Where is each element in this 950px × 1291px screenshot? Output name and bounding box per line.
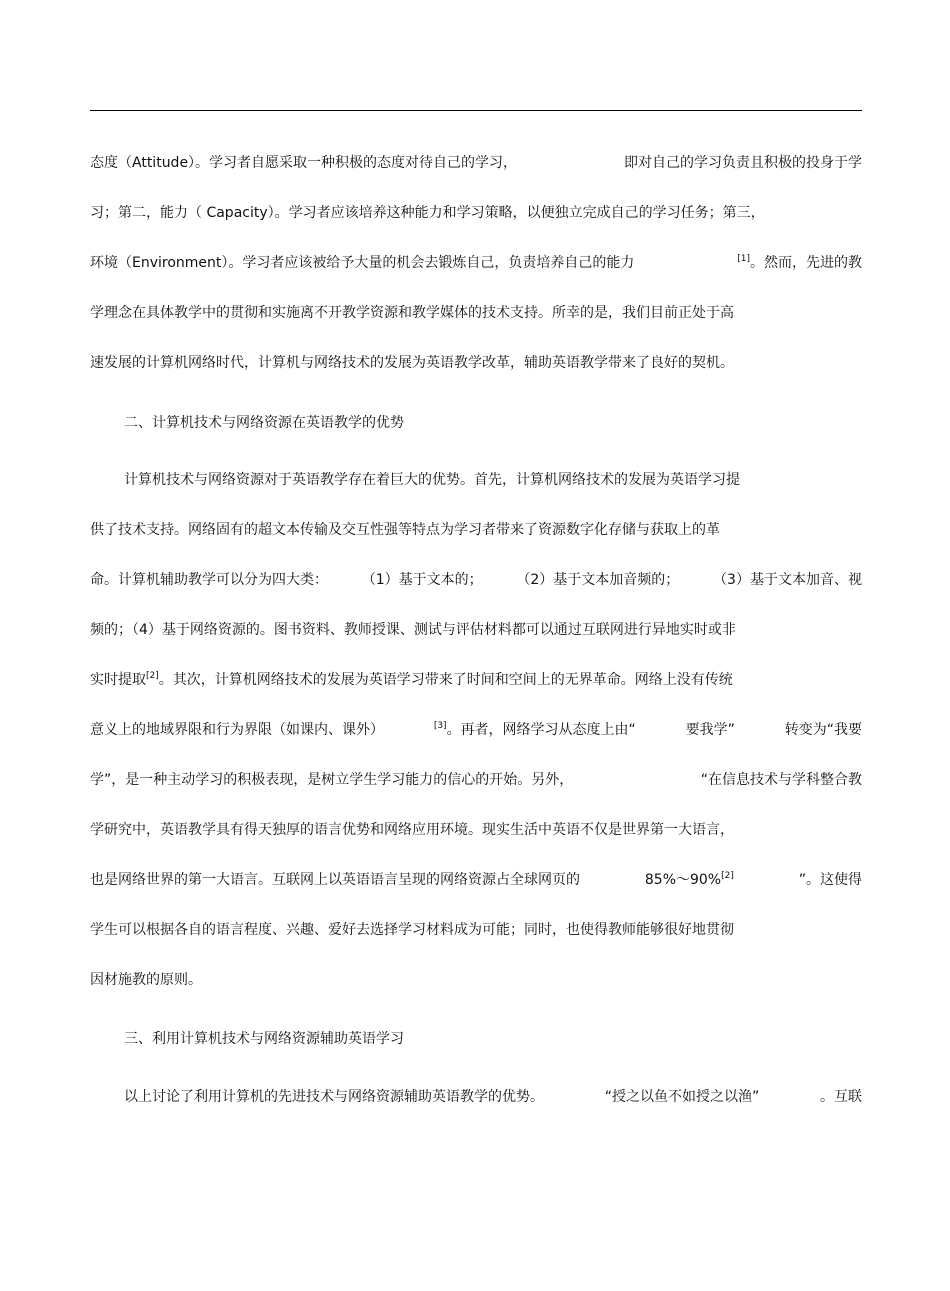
text-line [90,868,862,892]
text-segment: 因材施教的原则。 [90,972,202,988]
citation-marker: [2] [146,671,159,681]
text-segment: 转变为“我要 [784,722,862,738]
text-line [90,351,862,375]
text-line [90,251,862,275]
text-segment [90,672,159,688]
text-segment: 学理念在具体教学中的贯彻和实施离不开教学资源和教学媒体的技术支持。所幸的是，我们目前正处于高 [90,305,734,321]
text-line [90,818,862,842]
text-segment: 习；第二，能力（ Capacity）。学习者应该培养这种能力和学习策略，以便独立完成自己的学习任务；第三， [90,205,765,221]
text-segment: ”。这使得 [798,872,862,888]
text-segment: （3）基于文本加音、视 [713,572,862,588]
text-segment: 计算机技术与网络资源对于英语教学存在着巨大的优势。首先，计算机网络技术的发展为英语学习提 [124,472,740,488]
text-segment: 也是网络世界的第一大语言。互联网上以英语语言呈现的网络资源占全球网页的 [90,872,580,888]
text-line [124,1027,862,1051]
text-line [90,518,862,542]
text-segment [645,868,734,892]
text-segment: （2）基于文本加音频的； [516,572,680,588]
text-fragment: 实时提取 [90,672,146,688]
text-segment: 学生可以根据各自的语言程度、兴趣、爱好去选择学习材料成为可能；同时，也使得教师能够很好地贯彻 [90,922,734,938]
text-segment: 学研究中，英语教学具有得天独厚的语言优势和网络应用环境。现实生活中英语不仅是世界第一大语言， [90,822,734,838]
text-segment: “授之以鱼不如授之以渔” [604,1089,760,1105]
citation-marker: [1] [737,254,750,264]
text-segment: 频的；（4）基于网络资源的。图书资料、教师授课、测试与评估材料都可以通过互联网进行异地实时或非 [90,622,736,638]
text-segment: “在信息技术与学科整合教 [700,772,862,788]
citation-marker: [2] [721,871,734,881]
text-line [90,968,862,992]
text-segment [434,718,636,742]
citation-marker: [3] [433,721,447,731]
text-segment: 学”，是一种主动学习的积极表现，是树立学生学习能力的信心的开始。另外， [90,772,574,788]
text-segment: （1）基于文本的； [361,572,483,588]
text-line [90,568,862,592]
text-segment: 意义上的地域界限和行为界限（如课内、课外） [90,722,384,738]
text-line [90,668,862,692]
text-segment: 三、利用计算机技术与网络资源辅助英语学习 [124,1031,404,1047]
text-segment [737,251,862,275]
text-line [90,301,862,325]
text-fragment: 。然而，先进的教 [750,255,862,271]
text-line [90,618,862,642]
text-fragment: 85%～90% [644,872,722,888]
text-line [90,918,862,942]
text-segment: 环境（Environment）。学习者应该被给予大量的机会去锻炼自己，负责培养自己的能力 [90,255,635,271]
text-segment: 以上讨论了利用计算机的先进技术与网络资源辅助英语教学的优势。 [124,1089,544,1105]
text-segment: 速发展的计算机网络时代，计算机与网络技术的发展为英语教学改革，辅助英语教学带来了良好的契机。 [90,355,734,371]
text-line [124,1085,862,1109]
text-segment: 二、计算机技术与网络资源在英语教学的优势 [124,415,404,431]
header-rule [90,110,862,111]
text-line [90,718,862,742]
text-segment: 即对自己的学习负责且积极的投身于学 [624,155,862,171]
text-segment: 供了技术支持。网络固有的超文本传输及交互性强等特点为学习者带来了资源数字化存储与获取上的革 [90,522,720,538]
text-fragment: 。再者，网络学习从态度上由“ [446,722,636,738]
text-line [90,151,862,175]
text-line [90,768,862,792]
text-segment: 要我学” [685,722,735,738]
text-line [124,411,862,435]
text-segment: 命。计算机辅助教学可以分为四大类： [90,572,328,588]
text-line [90,201,862,225]
text-segment: 。互联 [819,1089,862,1105]
text-line [124,468,862,492]
text-segment: 态度（Attitude）。学习者自愿采取一种积极的态度对待自己的学习， [90,155,518,171]
text-segment: 。其次，计算机网络技术的发展为英语学习带来了时间和空间上的无界革命。网络上没有传统 [158,672,733,688]
